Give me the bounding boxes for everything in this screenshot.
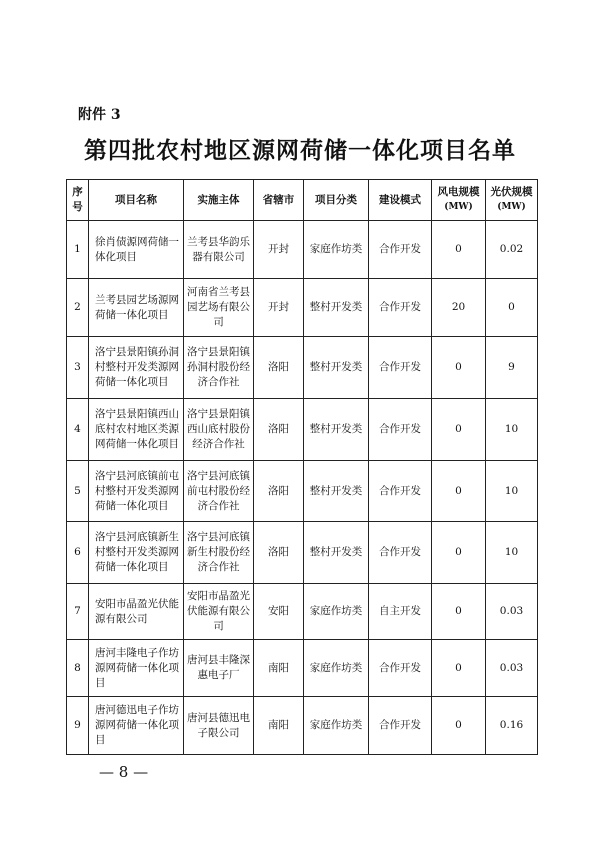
cell-name: 洛宁县景阳镇西山底村农村地区类源网荷储一体化项目 <box>89 399 184 461</box>
cell-city: 南阳 <box>254 697 304 755</box>
cell-category: 家庭作坊类 <box>304 584 369 640</box>
cell-category: 整村开发类 <box>304 522 369 584</box>
cell-wind: 0 <box>432 640 486 697</box>
header-wind-unit: (MW) <box>444 202 473 212</box>
cell-pv: 0.16 <box>486 697 538 755</box>
table-row <box>67 640 538 697</box>
header-category: 项目分类 <box>304 180 369 221</box>
cell-seq: 2 <box>67 279 89 337</box>
cell-seq: 7 <box>67 584 89 640</box>
table-row <box>67 399 538 461</box>
cell-entity: 安阳市晶盈光伏能源有限公司 <box>184 584 254 640</box>
header-pv <box>486 180 538 221</box>
document-title: 第四批农村地区源网荷储一体化项目名单 <box>84 137 516 164</box>
cell-city: 安阳 <box>254 584 304 640</box>
cell-mode: 自主开发 <box>369 584 432 640</box>
cell-pv: 10 <box>486 522 538 584</box>
cell-category: 整村开发类 <box>304 279 369 337</box>
cell-wind: 0 <box>432 522 486 584</box>
cell-entity: 唐河县德迅电子限公司 <box>184 697 254 755</box>
cell-mode: 合作开发 <box>369 221 432 279</box>
cell-entity: 洛宁县河底镇新生村股份经济合作社 <box>184 522 254 584</box>
cell-pv: 0.02 <box>486 221 538 279</box>
cell-entity: 唐河县丰隆深惠电子厂 <box>184 640 254 697</box>
cell-mode: 合作开发 <box>369 461 432 522</box>
cell-wind: 0 <box>432 221 486 279</box>
attachment-label: 附件 3 <box>78 107 121 123</box>
cell-name: 安阳市晶盈光伏能源有限公司 <box>89 584 184 640</box>
cell-mode: 合作开发 <box>369 279 432 337</box>
cell-wind: 0 <box>432 584 486 640</box>
cell-entity: 洛宁县河底镇前屯村股份经济合作社 <box>184 461 254 522</box>
project-table <box>66 179 538 755</box>
cell-category: 家庭作坊类 <box>304 697 369 755</box>
cell-pv: 0.03 <box>486 640 538 697</box>
cell-city: 洛阳 <box>254 399 304 461</box>
table-row <box>67 522 538 584</box>
cell-category: 整村开发类 <box>304 337 369 399</box>
cell-name: 唐河德迅电子作坊源网荷储一体化项目 <box>89 697 184 755</box>
cell-name: 洛宁县河底镇前屯村整村开发类源网荷储一体化项目 <box>89 461 184 522</box>
cell-city: 洛阳 <box>254 337 304 399</box>
cell-city: 开封 <box>254 279 304 337</box>
cell-mode: 合作开发 <box>369 640 432 697</box>
cell-city: 洛阳 <box>254 522 304 584</box>
cell-wind: 0 <box>432 461 486 522</box>
cell-entity: 洛宁县景阳镇西山底村股份经济合作社 <box>184 399 254 461</box>
header-name: 项目名称 <box>89 180 184 221</box>
cell-seq: 9 <box>67 697 89 755</box>
cell-mode: 合作开发 <box>369 337 432 399</box>
cell-name: 兰考县园艺场源网荷储一体化项目 <box>89 279 184 337</box>
table-header-row <box>67 180 538 221</box>
cell-wind: 0 <box>432 697 486 755</box>
cell-pv: 10 <box>486 399 538 461</box>
cell-seq: 1 <box>67 221 89 279</box>
cell-entity: 洛宁县景阳镇孙洞村股份经济合作社 <box>184 337 254 399</box>
cell-category: 家庭作坊类 <box>304 221 369 279</box>
cell-category: 家庭作坊类 <box>304 640 369 697</box>
cell-name: 徐肖债源网荷储一体化项目 <box>89 221 184 279</box>
cell-seq: 8 <box>67 640 89 697</box>
table-row <box>67 584 538 640</box>
cell-city: 南阳 <box>254 640 304 697</box>
header-mode: 建设模式 <box>369 180 432 221</box>
cell-name: 唐河丰隆电子作坊源网荷储一体化项目 <box>89 640 184 697</box>
header-wind <box>432 180 486 221</box>
cell-pv: 0 <box>486 279 538 337</box>
cell-mode: 合作开发 <box>369 522 432 584</box>
cell-name: 洛宁县景阳镇孙洞村整村开发类源网荷储一体化项目 <box>89 337 184 399</box>
cell-category: 整村开发类 <box>304 399 369 461</box>
cell-city: 开封 <box>254 221 304 279</box>
cell-mode: 合作开发 <box>369 399 432 461</box>
cell-pv: 9 <box>486 337 538 399</box>
cell-seq: 6 <box>67 522 89 584</box>
cell-entity: 河南省兰考县园艺场有限公司 <box>184 279 254 337</box>
page-number: — 8 — <box>99 763 149 781</box>
table-row <box>67 221 538 279</box>
cell-wind: 0 <box>432 337 486 399</box>
header-wind-label: 风电规模 <box>437 186 480 198</box>
table-row <box>67 697 538 755</box>
cell-wind: 20 <box>432 279 486 337</box>
cell-seq: 3 <box>67 337 89 399</box>
table-row <box>67 461 538 522</box>
header-city: 省辖市 <box>254 180 304 221</box>
cell-pv: 10 <box>486 461 538 522</box>
cell-seq: 4 <box>67 399 89 461</box>
cell-city: 洛阳 <box>254 461 304 522</box>
table-row <box>67 279 538 337</box>
cell-mode: 合作开发 <box>369 697 432 755</box>
table-row <box>67 337 538 399</box>
header-pv-label: 光伏规模 <box>490 186 533 198</box>
header-seq: 序号 <box>67 180 89 221</box>
cell-entity: 兰考县华韵乐器有限公司 <box>184 221 254 279</box>
cell-name: 洛宁县河底镇新生村整村开发类源网荷储一体化项目 <box>89 522 184 584</box>
cell-seq: 5 <box>67 461 89 522</box>
cell-category: 整村开发类 <box>304 461 369 522</box>
cell-wind: 0 <box>432 399 486 461</box>
header-entity: 实施主体 <box>184 180 254 221</box>
header-pv-unit: (MW) <box>497 202 526 212</box>
cell-pv: 0.03 <box>486 584 538 640</box>
